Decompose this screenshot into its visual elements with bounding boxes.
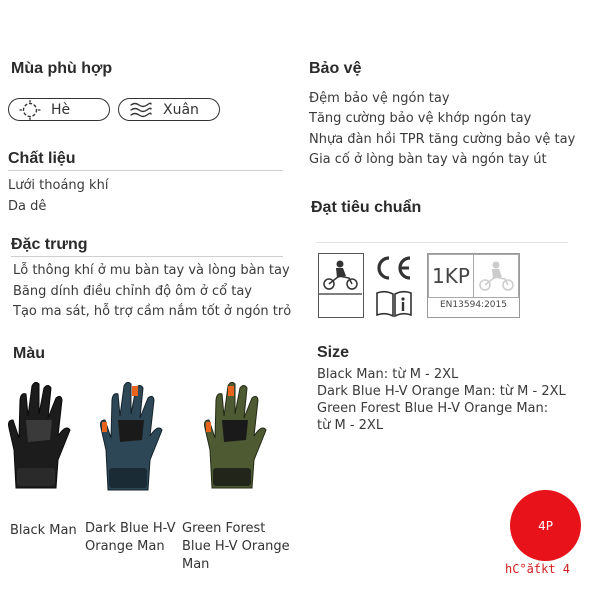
color-caption: Dark Blue H-V Orange Man: [85, 521, 176, 554]
size-line: Green Forest Blue H-V Orange Man:: [317, 401, 549, 416]
color-caption: Green Forest Blue H-V Orange Man: [182, 521, 290, 572]
glove-image-green-forest[interactable]: [202, 380, 268, 492]
features-divider: [11, 256, 283, 257]
feature-item: Tạo ma sát, hỗ trợ cầm nắm tốt ở ngón trỏ: [13, 304, 292, 319]
season-label-summer: Hè: [51, 101, 71, 118]
badge-text: 4P: [538, 518, 553, 533]
protection-item: Tăng cường bảo vệ khớp ngón tay: [309, 111, 532, 126]
size-line: Dark Blue H-V Orange Man: từ M - 2XL: [317, 384, 566, 399]
material-item: Lưới thoáng khí: [8, 178, 109, 193]
protection-item: Đệm bảo vệ ngón tay: [309, 91, 450, 106]
motorcycle-rider-icon: [319, 254, 362, 316]
feature-item: Lỗ thông khí ở mu bàn tay và lòng bàn tay: [13, 263, 290, 278]
moto-cert-box: [318, 253, 364, 318]
feature-item: Băng dính điều chỉnh độ ôm ở cổ tay: [13, 284, 252, 299]
size-title: Size: [317, 344, 350, 361]
glove-image-dark-blue[interactable]: [98, 378, 164, 494]
badge-footer: hC°ắtkt 4: [505, 562, 571, 576]
protection-level: 1KP: [432, 264, 470, 288]
manual-info-icon: [375, 290, 413, 318]
protection-item: Gia cố ở lòng bàn tay và ngón tay út: [309, 152, 547, 167]
red-badge[interactable]: [510, 490, 581, 561]
season-pill-spring: [118, 98, 220, 121]
glove-image-black[interactable]: [6, 380, 72, 492]
season-label-spring: Xuân: [163, 101, 199, 118]
material-divider: [8, 170, 283, 171]
colors-title: Màu: [13, 345, 45, 362]
ce-mark-icon: [372, 255, 414, 281]
standard-title: Đạt tiêu chuẩn: [311, 199, 422, 216]
size-line: Black Man: từ M - 2XL: [317, 367, 459, 382]
sun-icon: [19, 100, 41, 120]
standard-divider: [316, 242, 568, 243]
season-pill-summer: [8, 98, 110, 121]
color-caption: Black Man: [10, 523, 77, 538]
size-line: từ M - 2XL: [317, 418, 384, 433]
faded-rider-cell: [473, 254, 519, 298]
season-title: Mùa phù hợp: [11, 60, 113, 77]
level-cert-box: [427, 253, 520, 318]
protection-title: Bảo vệ: [309, 60, 362, 77]
protection-item: Nhựa đàn hồi TPR tăng cường bảo vệ tay: [309, 132, 576, 147]
level-cell: [428, 254, 474, 298]
features-title: Đặc trưng: [11, 236, 88, 253]
motorcycle-rider-icon: [474, 255, 518, 297]
material-item: Da dê: [8, 199, 47, 214]
standard-norm: EN13594:2015: [440, 300, 507, 310]
material-title: Chất liệu: [8, 150, 76, 167]
wind-icon: [129, 100, 153, 120]
